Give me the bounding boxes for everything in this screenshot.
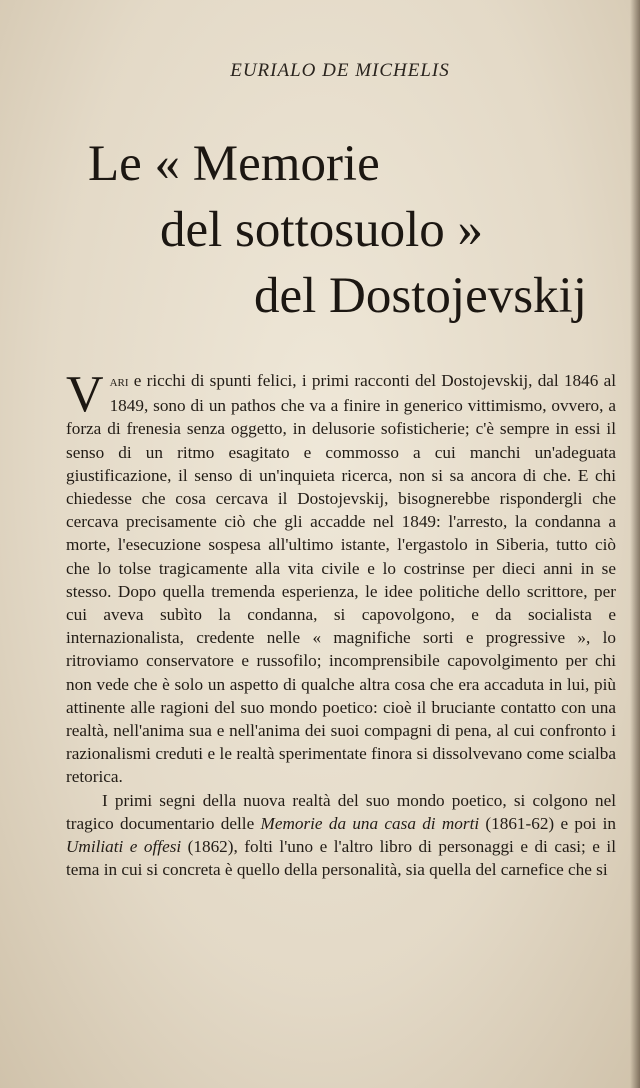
title-line-1: Le « Memorie: [88, 136, 380, 192]
page-edge-shadow: [630, 0, 640, 1088]
drop-cap: V: [66, 366, 104, 423]
article-body: [66, 366, 616, 881]
paragraph-1: [66, 366, 616, 789]
title-line-2: del sottosuolo »: [160, 202, 484, 258]
paragraph-2-text-a: I primi segni della nuova realtà del suo mondo poetico, si colgono nel tragico documentario delle: [66, 790, 616, 833]
book-title-memorie: Memorie da una casa di morti: [260, 813, 480, 833]
title-line-3: del Dostojevskij: [254, 268, 587, 324]
book-title-umiliati: Umiliati e offesi: [66, 837, 182, 857]
author-header: EURIALO DE MICHELIS: [230, 60, 450, 81]
paragraph-2-text-c: (1862), folti l'uno e l'altro libro di personaggi e di casi; e il tema in cui si concreta è quello della personalità, sia quella del carnefice che si: [66, 837, 616, 880]
paragraph-2-text-b: (1861-62) e poi in: [479, 813, 616, 833]
paragraph-1-text: e ricchi di spunti felici, i primi racconti del Dostojevskij, dal 1846 al 1849, sono di un pathos che va a finire in generico vittimismo, ovvero, a forza di frenesia senza oggetto, in delusorie sofisticherie; c'è sempre in essi il senso di un ritmo esagitato e commosso a cui manchi un'adeguata giustificazione, il senso di un'inquieta ricerca, non si sa ancora di che. E chi chiedesse che cosa cercava il Dostojevskij, bisognerebbe rispondergli che cercava precisamente ciò che gli accadde nel 1849: l'arresto, la condanna a morte, l'esecuzione sospesa all'ultimo istante, l'ergastolo in Siberia, tutto ciò che lo tolse tragicamente alla vita civile e lo costrinse per dieci anni in se stesso. Dopo quella tremenda esperienza, le idee politiche dello scrittore, per cui aveva subìto la condanna, si capovolgono, e da socialista e internazionalista, credente nelle « magnifiche sorti e progressive », lo ritroviamo conservatore e russofilo; incomprensibile capovolgimento per chi non vede che è solo un aspetto di qualche altra cosa che era accaduta in lui, più attinente alle ragioni del suo mondo poetico: cioè il bruciante contatto con una realtà, nell'anima sua e nell'anima dei suoi compagni di pena, al cui confronto i razionalismi creduti e le realtà sperimentate finora si dissolvevano come scialba retorica.: [66, 371, 616, 787]
paragraph-2: [66, 789, 616, 882]
opening-smallcaps: ari: [109, 374, 129, 390]
